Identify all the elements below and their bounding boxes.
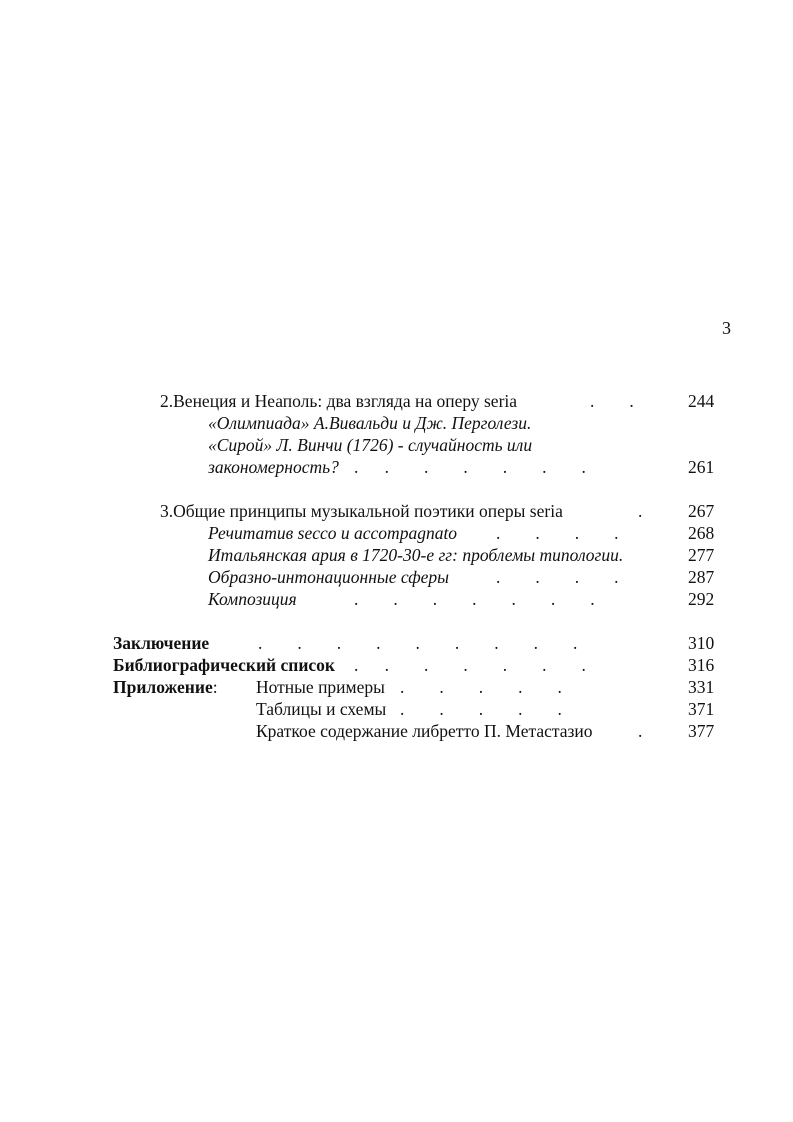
leader-dots: . . . . . . . [354,655,586,675]
toc-page-371: 371 [688,699,715,719]
toc-appendix-music-examples: Нотные примеры [256,677,385,697]
toc-sub-siroe: «Сирой» Л. Винчи (1726) - случайность или [208,435,533,455]
leader-dots: . [638,721,643,741]
toc-page-292: 292 [688,589,715,609]
toc-page-261: 261 [688,457,715,477]
leader-dots: . . . . . . . . . [258,633,578,653]
toc-sub-regularity: закономерность? [208,457,339,477]
leader-dots: . . . . . [400,699,562,719]
page-number: 3 [722,318,731,338]
leader-dots: . . . . . . . [354,457,586,477]
toc-appendix: Приложение [113,677,213,697]
toc-sub-spheres: Образно-интонационные сферы [208,567,450,587]
toc-appendix-libretto: Краткое содержание либретто П. Метастазио [256,721,593,741]
leader-dots: . . . . . [400,677,562,697]
toc-conclusion: Заключение [113,633,210,653]
toc-entry-venice-naples: 2.Венеция и Неаполь: два взгляда на оперу seria [160,391,518,411]
toc-page-287: 287 [688,567,715,587]
leader-dots: . . . . [496,567,619,587]
toc-appendix-colon: : [212,677,218,697]
leader-dots: . [638,501,643,521]
leader-dots: . . . . [496,523,619,543]
leader-dots: . . . . . . . [354,589,595,609]
toc-page-316: 316 [688,655,715,675]
toc-page-267: 267 [688,501,715,521]
toc-page-310: 310 [688,633,715,653]
toc-page-377: 377 [688,721,715,741]
toc-bibliography: Библиографический список [113,655,336,675]
toc-appendix-label [113,676,218,698]
toc-page-277: 277 [688,545,715,565]
toc-sub-composition: Композиция [208,589,297,609]
toc-page-244: 244 [688,391,715,411]
toc-sub-aria: Итальянская ария в 1720-30-е гг: проблемы типологии. [208,545,624,565]
toc-page-331: 331 [688,677,715,697]
toc-appendix-tables: Таблицы и схемы [256,699,387,719]
toc-sub-olimpiade: «Олимпиада» А.Вивальди и Дж. Перголези. [208,413,532,433]
toc-sub-recitative: Речитатив secco и accompagnato [208,523,458,543]
leader-dots: . . [590,391,634,411]
toc-entry-poetics: 3.Общие принципы музыкальной поэтики оперы seria [160,501,563,521]
toc-page-268: 268 [688,523,715,543]
